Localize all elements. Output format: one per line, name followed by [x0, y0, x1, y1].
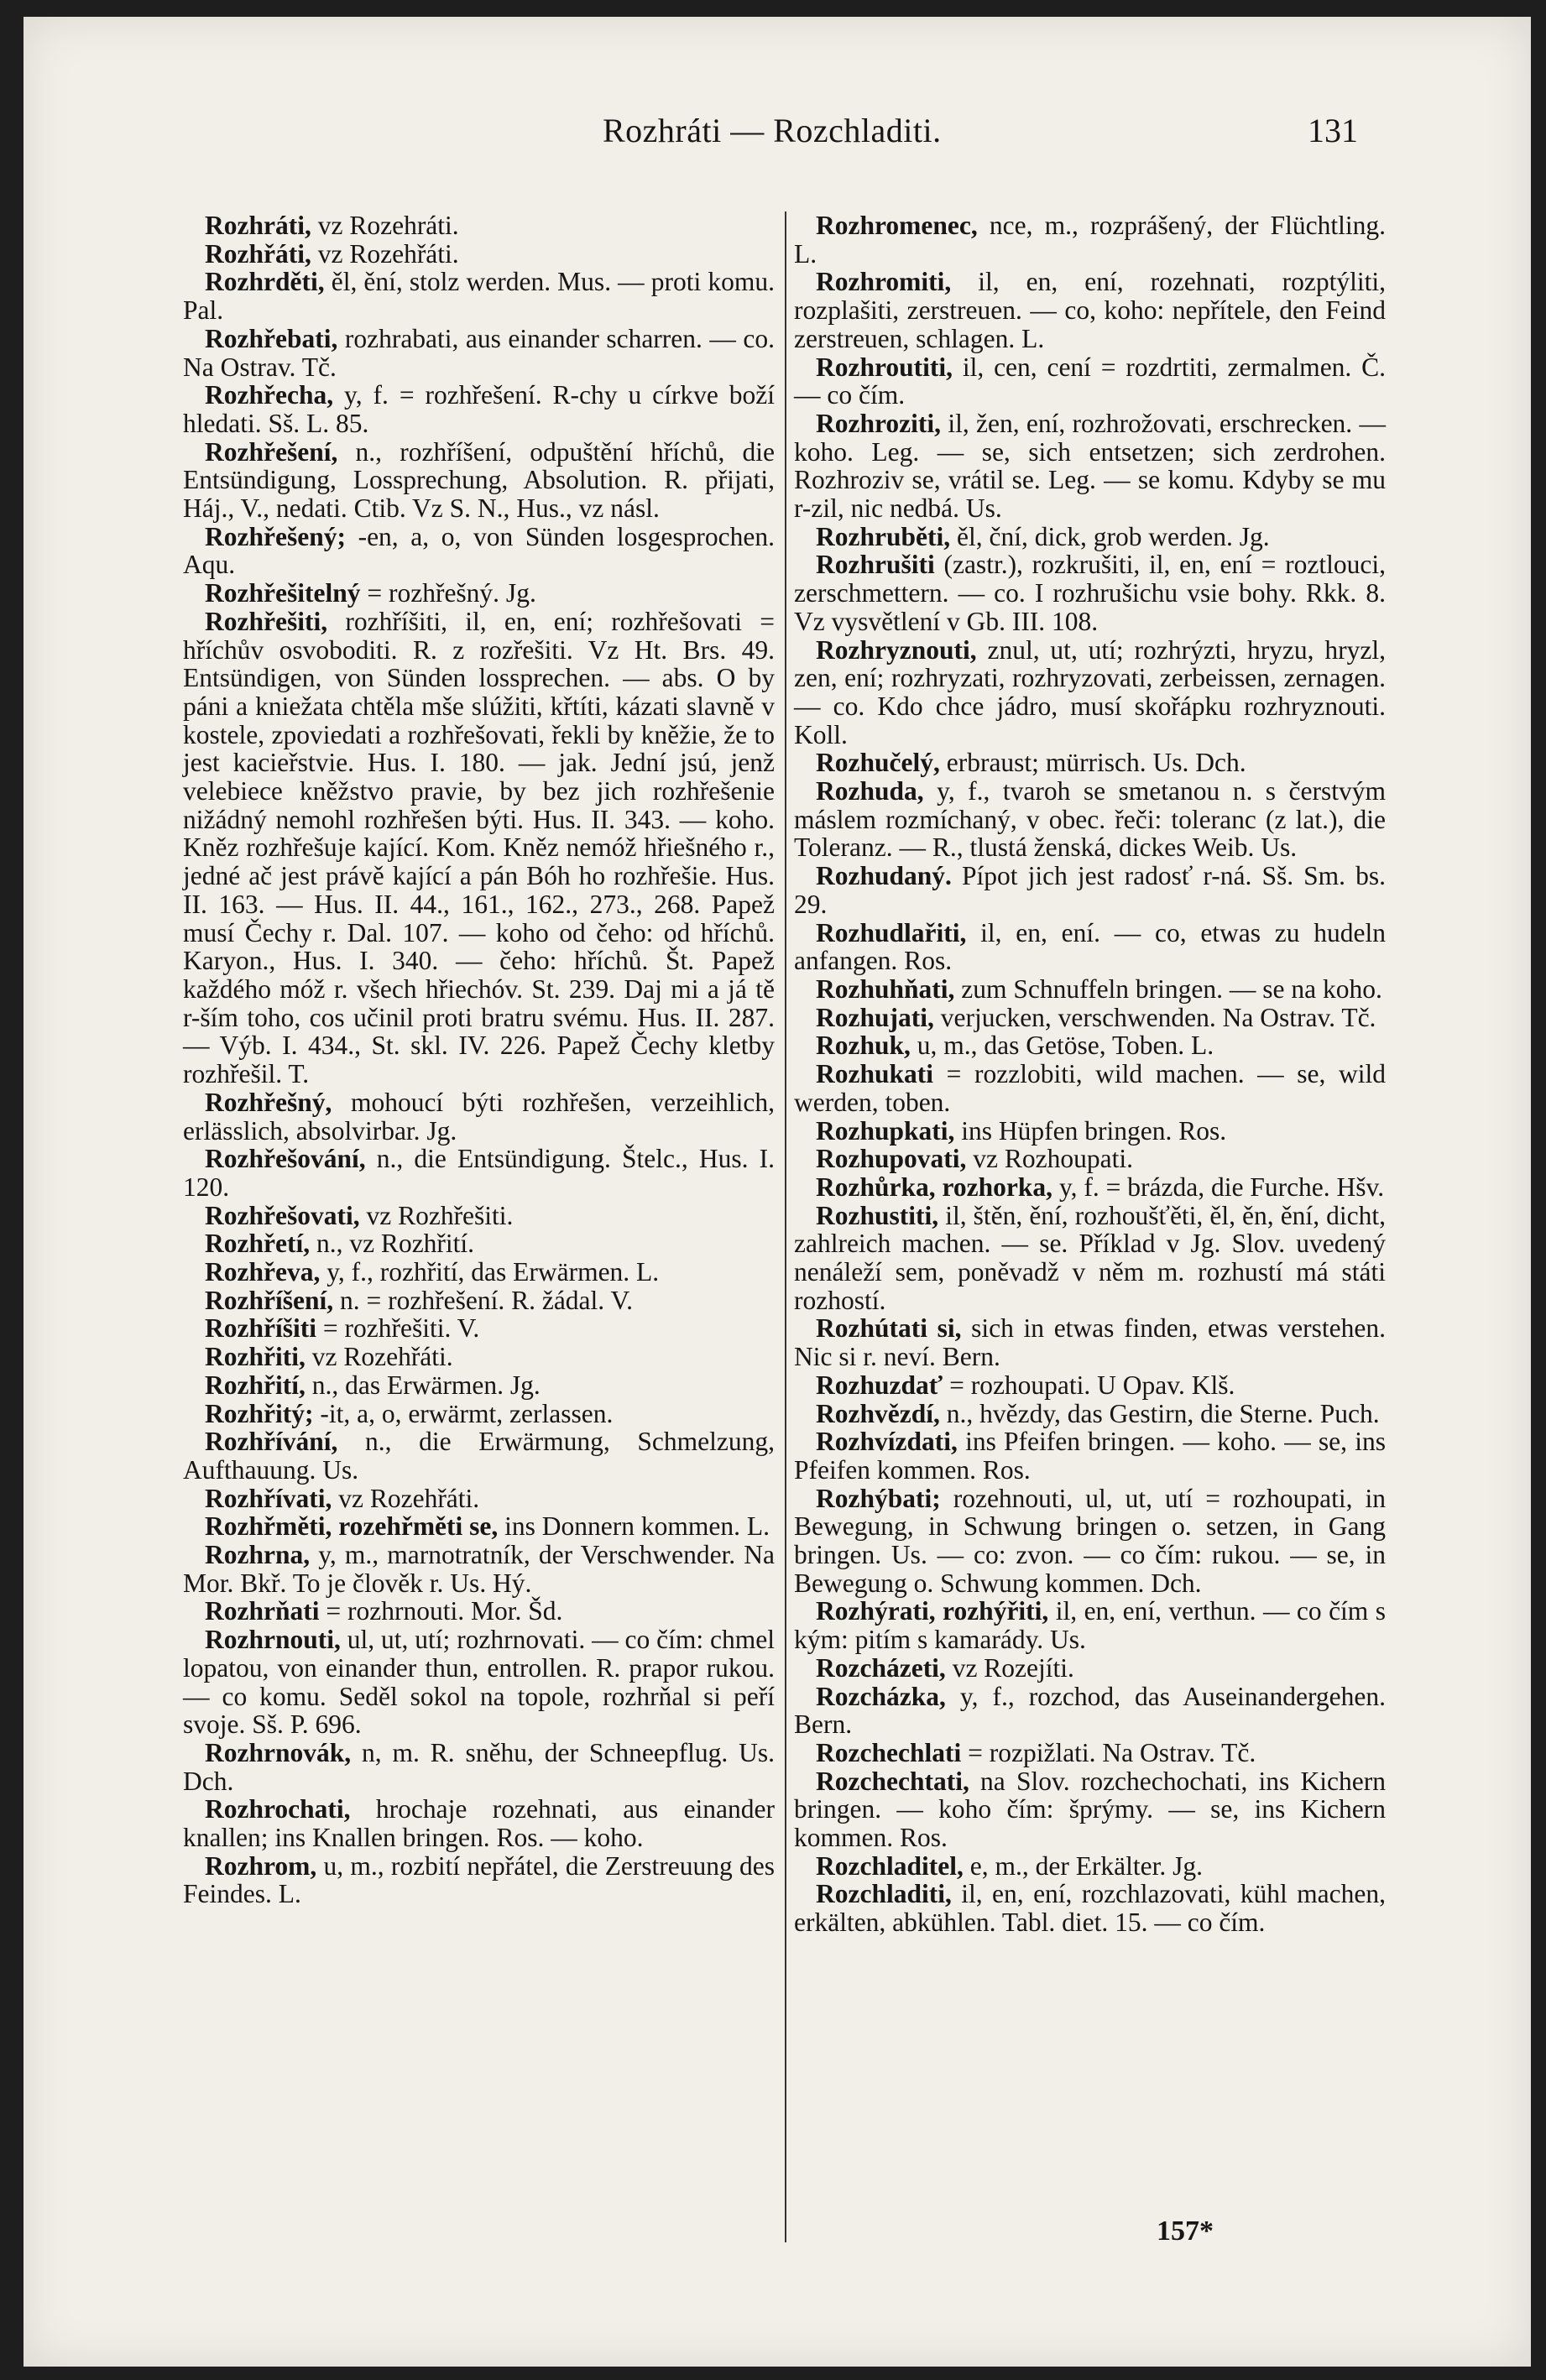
- entry-headword: Rozhvízdati,: [816, 1427, 958, 1457]
- dictionary-entry: [183, 1400, 775, 1428]
- dictionary-entry: [183, 1795, 775, 1851]
- dictionary-entry: [794, 1173, 1386, 1202]
- dictionary-entry: [794, 636, 1386, 749]
- entry-headword: Rozhupkati,: [816, 1115, 955, 1146]
- entry-definition: il, žen, ení, rozhrožovati, erschrecken. — koho. Leg. — se, sich entsetzen; sich zerdrohen. Rozhroziv se, vrátil se. Leg. — se komu. Kdyby se mu r-zil, nic nedbá. Us.: [794, 408, 1386, 524]
- dictionary-entry: [794, 1852, 1386, 1881]
- entry-definition: n. = rozhřešení. R. žádal. V.: [333, 1285, 634, 1315]
- dictionary-entry: [183, 1626, 775, 1739]
- entry-definition: n., rozhříšení, odpuštění hříchů, die Entsündigung, Lossprechung, Absolution. R. přijati, Háj., V., nedati. Ctib. Vz S. N., Hus., vz násl.: [183, 436, 775, 524]
- dictionary-entry: [183, 1314, 775, 1343]
- entry-headword: Rozhříšení,: [205, 1285, 334, 1315]
- entry-headword: Rozhrňati: [205, 1596, 320, 1626]
- running-title: Rozhráti — Rozchladiti.: [603, 112, 942, 149]
- entry-headword: Rozhroutiti,: [816, 352, 953, 382]
- dictionary-entry: [794, 1880, 1386, 1936]
- dictionary-entry: [794, 1060, 1386, 1116]
- dictionary-entry: [183, 1287, 775, 1315]
- dictionary-entry: [183, 1852, 775, 1908]
- entry-headword: Rozhromiti,: [816, 267, 952, 297]
- entry-definition: ěl, ční, dick, grob werden. Jg.: [950, 521, 1270, 551]
- dictionary-entry: [794, 1654, 1386, 1683]
- entry-headword: Rozhromenec,: [816, 211, 978, 240]
- dictionary-entry: [183, 1202, 775, 1230]
- entry-definition: = rozzlobiti, wild machen. — se, wild werden, toben.: [794, 1059, 1386, 1117]
- entry-headword: Rozchladitel,: [816, 1850, 964, 1881]
- entry-headword: Rozhřiti,: [205, 1342, 306, 1372]
- entry-definition: rozhříšiti, il, en, ení; rozhřešovati = hříchův osvoboditi. R. z rozřešiti. Vz Ht. Brs. 49. Entsündigen, von Sünden lossprechen. — abs. O by páni a kniežata chtěla mše slúžiti, křtíti, kázati slavně v kostele, zpoviedati a rozhřešovati, řekli by kněžie, že to jest kacieřstvie. Hus. I. 180. — jak. Jední jsú, jenž velebiece kněžstvo pravie, by bez jich rozhřešenie nižádný nemohl rozhřešen býti. Hus. II. 343. — koho. Kněz rozhřešuje kající. Kom. Kněz nemóž hřiešného r., jedné ač jest právě kající a pán Bóh ho rozhřešie. Hus. II. 163. — Hus. II. 44., 161., 162., 273., 268. Papež musí Čechy r. Dal. 107. — koho od čeho: od hříchů. Karyon., Hus. I. 340. — čeho: hříchů. Št. Papež každého móž r. všech hřiechóv. St. 239. Daj mi a já tě r-ším toho, cos učinil proti bratru svému. Hus. II. 287. — Výb. I. 434., St. skl. IV. 226. Papež Čechy kletby rozhřešil. T.: [183, 606, 775, 1089]
- entry-definition: vz Rozehřáti.: [311, 238, 459, 269]
- entry-headword: Rozhřití,: [205, 1370, 306, 1400]
- entry-definition: vz Rozhřešiti.: [359, 1200, 514, 1230]
- entry-definition: vz Rozehřáti.: [332, 1483, 480, 1513]
- dictionary-entry: [794, 353, 1386, 410]
- dictionary-entry: [794, 211, 1386, 268]
- dictionary-entry: [183, 240, 775, 269]
- column-divider: [785, 211, 786, 2242]
- entry-definition: y, m., marnotratník, der Verschwender. Na Mor. Bkř. To je člověk r. Us. Hý.: [183, 1540, 775, 1598]
- dictionary-entry: [183, 1229, 775, 1258]
- entry-headword: Rozhvězdí,: [816, 1398, 940, 1428]
- dictionary-entry: [794, 1597, 1386, 1653]
- entry-definition: il, štěn, ění, rozhoušťěti, ěl, ěn, ění, dicht, zahlreich machen. — se. Příklad v Jg. Slov. uvedený nenáleží sem, poněvadž v něm m. rozhustí má státi rozhostí.: [794, 1200, 1386, 1315]
- entry-headword: Rozhútati si,: [816, 1313, 962, 1344]
- entry-headword: Rozcházka,: [816, 1681, 946, 1711]
- entry-definition: mohoucí býti rozhřešen, verzeihlich, erlässlich, absolvirbar. Jg.: [183, 1087, 775, 1146]
- entry-headword: Rozcházeti,: [816, 1652, 946, 1683]
- entry-headword: Rozhrnovák,: [205, 1737, 352, 1767]
- entry-headword: Rozhřešiti,: [205, 606, 328, 636]
- entry-headword: Rozhupovati,: [816, 1144, 967, 1174]
- entry-definition: vz Rozhoupati.: [966, 1144, 1133, 1174]
- entry-headword: Rozhrušiti: [816, 550, 935, 580]
- entry-definition: il, en, ení. — co, etwas zu hudeln anfangen. Ros.: [794, 917, 1386, 976]
- dictionary-entry: [183, 268, 775, 324]
- entry-definition: (zastr.), rozkrušiti, il, en, ení = roztlouci, zerschmettern. — co. I rozhrušichu vsie bohy. Rkk. 8. Vz vysvětlení v Gb. III. 108.: [794, 550, 1386, 636]
- dictionary-entry: [794, 1004, 1386, 1032]
- entry-definition: = rozpižlati. Na Ostrav. Tč.: [961, 1737, 1256, 1767]
- entry-definition: nce, m., rozprášený, der Flüchtling. L.: [794, 211, 1386, 269]
- entry-headword: Rozhříšiti: [205, 1313, 316, 1344]
- dictionary-entry: [183, 438, 775, 523]
- entry-definition: e, m., der Erkälter. Jg.: [963, 1850, 1204, 1881]
- dictionary-entry: [794, 1202, 1386, 1315]
- entry-headword: Rozhučelý,: [816, 748, 940, 778]
- entry-headword: Rozhráti,: [205, 211, 311, 240]
- entry-definition: y, f. = rozhřešení. R-chy u církve boží hledati. Sš. L. 85.: [183, 380, 775, 438]
- entry-headword: Rozhřešený;: [205, 521, 346, 551]
- dictionary-entry: [794, 523, 1386, 551]
- entry-headword: Rozhřáti,: [205, 238, 311, 269]
- entry-definition: n., vz Rozhřití.: [310, 1229, 475, 1259]
- entry-definition: zum Schnuffeln bringen. — se na koho.: [954, 973, 1382, 1004]
- right-column: [794, 211, 1386, 1937]
- entry-headword: Rozhřešitelný: [205, 578, 361, 608]
- dictionary-entry: [183, 608, 775, 1088]
- entry-headword: Rozhřešný,: [205, 1087, 332, 1117]
- entry-definition: il, en, ení, rozchlazovati, kühl machen, erkälten, abkühlen. Tabl. diet. 15. — co čím.: [794, 1879, 1386, 1938]
- entry-headword: Rozhřitý;: [205, 1398, 314, 1428]
- dictionary-entry: [183, 1485, 775, 1513]
- entry-definition: erbraust; mürrisch. Us. Dch.: [939, 748, 1246, 778]
- entry-definition: ins Hüpfen bringen. Ros.: [954, 1115, 1227, 1146]
- entry-definition: hrochaje rozehnati, aus einander knallen; ins Knallen bringen. Ros. — koho.: [183, 1794, 775, 1853]
- dictionary-entry: [794, 1314, 1386, 1370]
- entry-headword: Rozhřešení,: [205, 436, 338, 467]
- left-column: [183, 211, 775, 1908]
- entry-headword: Rozhuk,: [816, 1031, 911, 1061]
- entry-headword: Rozhrom,: [205, 1850, 317, 1881]
- dictionary-entry: [794, 1117, 1386, 1146]
- entry-definition: ins Pfeifen bringen. — koho. — se, ins Pfeifen kommen. Ros.: [794, 1427, 1386, 1485]
- entry-definition: ins Donnern kommen. L.: [498, 1511, 770, 1542]
- entry-headword: Rozhřívati,: [205, 1483, 332, 1513]
- entry-definition: = rozhrnouti. Mor. Šd.: [319, 1596, 563, 1626]
- dictionary-page: [24, 17, 1531, 2367]
- entry-definition: y, f., rozchod, das Auseinandergehen. Bern.: [794, 1681, 1386, 1740]
- entry-definition: y, f., rozhřití, das Erwärmen. L.: [320, 1257, 660, 1287]
- entry-headword: Rozhýbati;: [816, 1483, 941, 1513]
- entry-headword: Rozhřeva,: [205, 1257, 321, 1287]
- entry-definition: il, cen, cení = rozdrtiti, zermalmen. Č. — co čím.: [794, 352, 1386, 410]
- dictionary-entry: [183, 1088, 775, 1145]
- dictionary-entry: [794, 1683, 1386, 1739]
- entry-definition: znul, ut, utí; rozhrýzti, hryzu, hryzl, zen, ení; rozhryzati, rozhryzovati, zerbeissen, zernagen. — co. Kdo chce jádro, musí skořápku rozhryznouti. Koll.: [794, 634, 1386, 749]
- entry-headword: Rozhujati,: [816, 1002, 934, 1032]
- dictionary-entry: [183, 381, 775, 437]
- dictionary-entry: [183, 579, 775, 608]
- dictionary-entry: [794, 1485, 1386, 1598]
- dictionary-entry: [183, 325, 775, 381]
- entry-headword: Rozhřecha,: [205, 380, 334, 410]
- dictionary-entry: [794, 268, 1386, 352]
- entry-definition: il, en, ení, verthun. — co čím s kým: pitím s kamarády. Us.: [794, 1596, 1387, 1655]
- entry-definition: sich in etwas finden, etwas verstehen. Nic si r. neví. Bern.: [794, 1313, 1386, 1372]
- entry-definition: vz Rozehráti.: [311, 211, 459, 240]
- dictionary-entry: [183, 1258, 775, 1287]
- entry-definition: n., die Entsündigung. Štelc., Hus. I. 120.: [183, 1144, 775, 1202]
- dictionary-entry: [183, 211, 775, 240]
- dictionary-entry: [794, 410, 1386, 523]
- entry-headword: Rozhřměti, rozehřměti se,: [205, 1511, 499, 1542]
- entry-definition: Pípot jich jest radosť r-ná. Sš. Sm. bs. 29.: [794, 861, 1386, 919]
- dictionary-entry: [794, 551, 1386, 635]
- dictionary-entry: [183, 1427, 775, 1484]
- entry-headword: Rozhřívání,: [205, 1427, 338, 1457]
- entry-headword: Rozhrnouti,: [205, 1625, 341, 1655]
- entry-definition: u, m., das Getöse, Toben. L.: [910, 1031, 1214, 1061]
- dictionary-entry: [794, 749, 1386, 777]
- entry-definition: = rozhřešiti. V.: [316, 1313, 480, 1344]
- dictionary-entry: [794, 919, 1386, 975]
- dictionary-entry: [183, 1597, 775, 1626]
- dictionary-entry: [794, 1767, 1386, 1852]
- entry-headword: Rozhroziti,: [816, 408, 942, 438]
- entry-headword: Rozhřebati,: [205, 323, 338, 353]
- dictionary-entry: [794, 777, 1386, 862]
- entry-definition: n., hvězdy, das Gestirn, die Sterne. Puch.: [939, 1398, 1380, 1428]
- entry-headword: Rozhuda,: [816, 776, 924, 806]
- dictionary-entry: [183, 1371, 775, 1400]
- dictionary-entry: [183, 1343, 775, 1371]
- entry-headword: Rozhůrka, rozhorka,: [816, 1172, 1053, 1202]
- entry-definition: -it, a, o, erwärmt, zerlassen.: [313, 1398, 614, 1428]
- entry-definition: ěl, ění, stolz werden. Mus. — proti komu. Pal.: [183, 267, 775, 326]
- entry-headword: Rozhřešování,: [205, 1144, 366, 1174]
- dictionary-entry: [183, 523, 775, 579]
- entry-definition: rozehnouti, ul, ut, utí = rozhoupati, in Bewegung, in Schwung bringen o. setzen, in Gang bringen. Us. — co: zvon. — co čím: rukou. — se, in Bewegung o. Schwung kommen. Dch.: [794, 1483, 1386, 1598]
- entry-definition: verjucken, verschwenden. Na Ostrav. Tč.: [933, 1002, 1376, 1032]
- entry-headword: Rozchechlati: [816, 1737, 962, 1767]
- dictionary-entry: [794, 975, 1386, 1004]
- entry-headword: Rozhukati: [816, 1059, 934, 1089]
- entry-headword: Rozchladiti,: [816, 1879, 952, 1909]
- dictionary-entry: [794, 1371, 1386, 1400]
- entry-definition: ul, ut, utí; rozhrnovati. — co čím: chmel lopatou, von einander thun, entrollen. R. prapor rukou. — co komu. Seděl sokol na topole, rozhrňal si peří svoje. Sš. P. 696.: [183, 1625, 775, 1740]
- entry-headword: Rozhuzdať: [816, 1370, 943, 1400]
- dictionary-entry: [794, 1145, 1386, 1173]
- entry-definition: u, m., rozbití nepřátel, die Zerstreuung des Feindes. L.: [183, 1850, 775, 1909]
- entry-headword: Rozhruběti,: [816, 521, 951, 551]
- entry-headword: Rozhustiti,: [816, 1200, 939, 1230]
- dictionary-entry: [183, 1739, 775, 1795]
- entry-definition: il, en, ení, rozehnati, rozptýliti, rozplašiti, zerstreuen. — co, koho: nepřítele, den Feind zerstreuen, schlagen. L.: [794, 267, 1386, 353]
- entry-headword: Rozhrděti,: [205, 267, 325, 297]
- entry-definition: = rozhoupati. U Opav. Klš.: [943, 1370, 1235, 1400]
- entry-headword: Rozchechtati,: [816, 1766, 969, 1796]
- entry-definition: y, f., tvaroh se smetanou n. s čerstvým máslem rozmíchaný, v obec. řeči: toleranc (z lat.), die Toleranz. — R., tlustá ženská, dickes Weib. Us.: [794, 776, 1386, 863]
- entry-definition: vz Rozehřáti.: [305, 1342, 453, 1372]
- entry-headword: Rozhudlařiti,: [816, 917, 967, 947]
- entry-definition: -en, a, o, von Sünden losgesprochen. Aqu.: [183, 521, 775, 580]
- dictionary-entry: [183, 1145, 775, 1201]
- dictionary-entry: [183, 1541, 775, 1597]
- dictionary-entry: [794, 1739, 1386, 1767]
- entry-headword: Rozhrochati,: [205, 1794, 351, 1824]
- entry-definition: = rozhřešný. Jg.: [360, 578, 536, 608]
- dictionary-entry: [183, 1512, 775, 1541]
- entry-definition: n., die Erwärmung, Schmelzung, Aufthauung. Us.: [183, 1427, 775, 1485]
- dictionary-entry: [794, 1427, 1386, 1484]
- dictionary-entry: [794, 1031, 1386, 1060]
- entry-definition: vz Rozejíti.: [945, 1652, 1074, 1683]
- signature-mark: 157*: [1157, 2216, 1214, 2247]
- page-number: 131: [1308, 112, 1358, 149]
- entry-definition: na Slov. rozchechochati, ins Kichern bringen. — koho čím: šprýmy. — se, ins Kichern kommen. Ros.: [794, 1766, 1386, 1853]
- dictionary-entry: [794, 862, 1386, 918]
- dictionary-entry: [794, 1400, 1386, 1428]
- entry-headword: Rozhřetí,: [205, 1229, 311, 1259]
- entry-headword: Rozhrna,: [205, 1540, 311, 1570]
- entry-definition: n., das Erwärmen. Jg.: [305, 1370, 541, 1400]
- entry-headword: Rozhýrati, rozhýřiti,: [816, 1596, 1049, 1626]
- entry-definition: rozhrabati, aus einander scharren. — co. Na Ostrav. Tč.: [183, 323, 775, 382]
- entry-headword: Rozhuhňati,: [816, 973, 955, 1004]
- entry-headword: Rozhudaný.: [816, 861, 952, 891]
- entry-headword: Rozhřešovati,: [205, 1200, 360, 1230]
- entry-definition: n, m. R. sněhu, der Schneepflug. Us. Dch.: [183, 1737, 775, 1796]
- entry-definition: y, f. = brázda, die Furche. Hšv.: [1052, 1172, 1385, 1202]
- entry-headword: Rozhryznouti,: [816, 634, 977, 665]
- page-header: [24, 111, 1531, 161]
